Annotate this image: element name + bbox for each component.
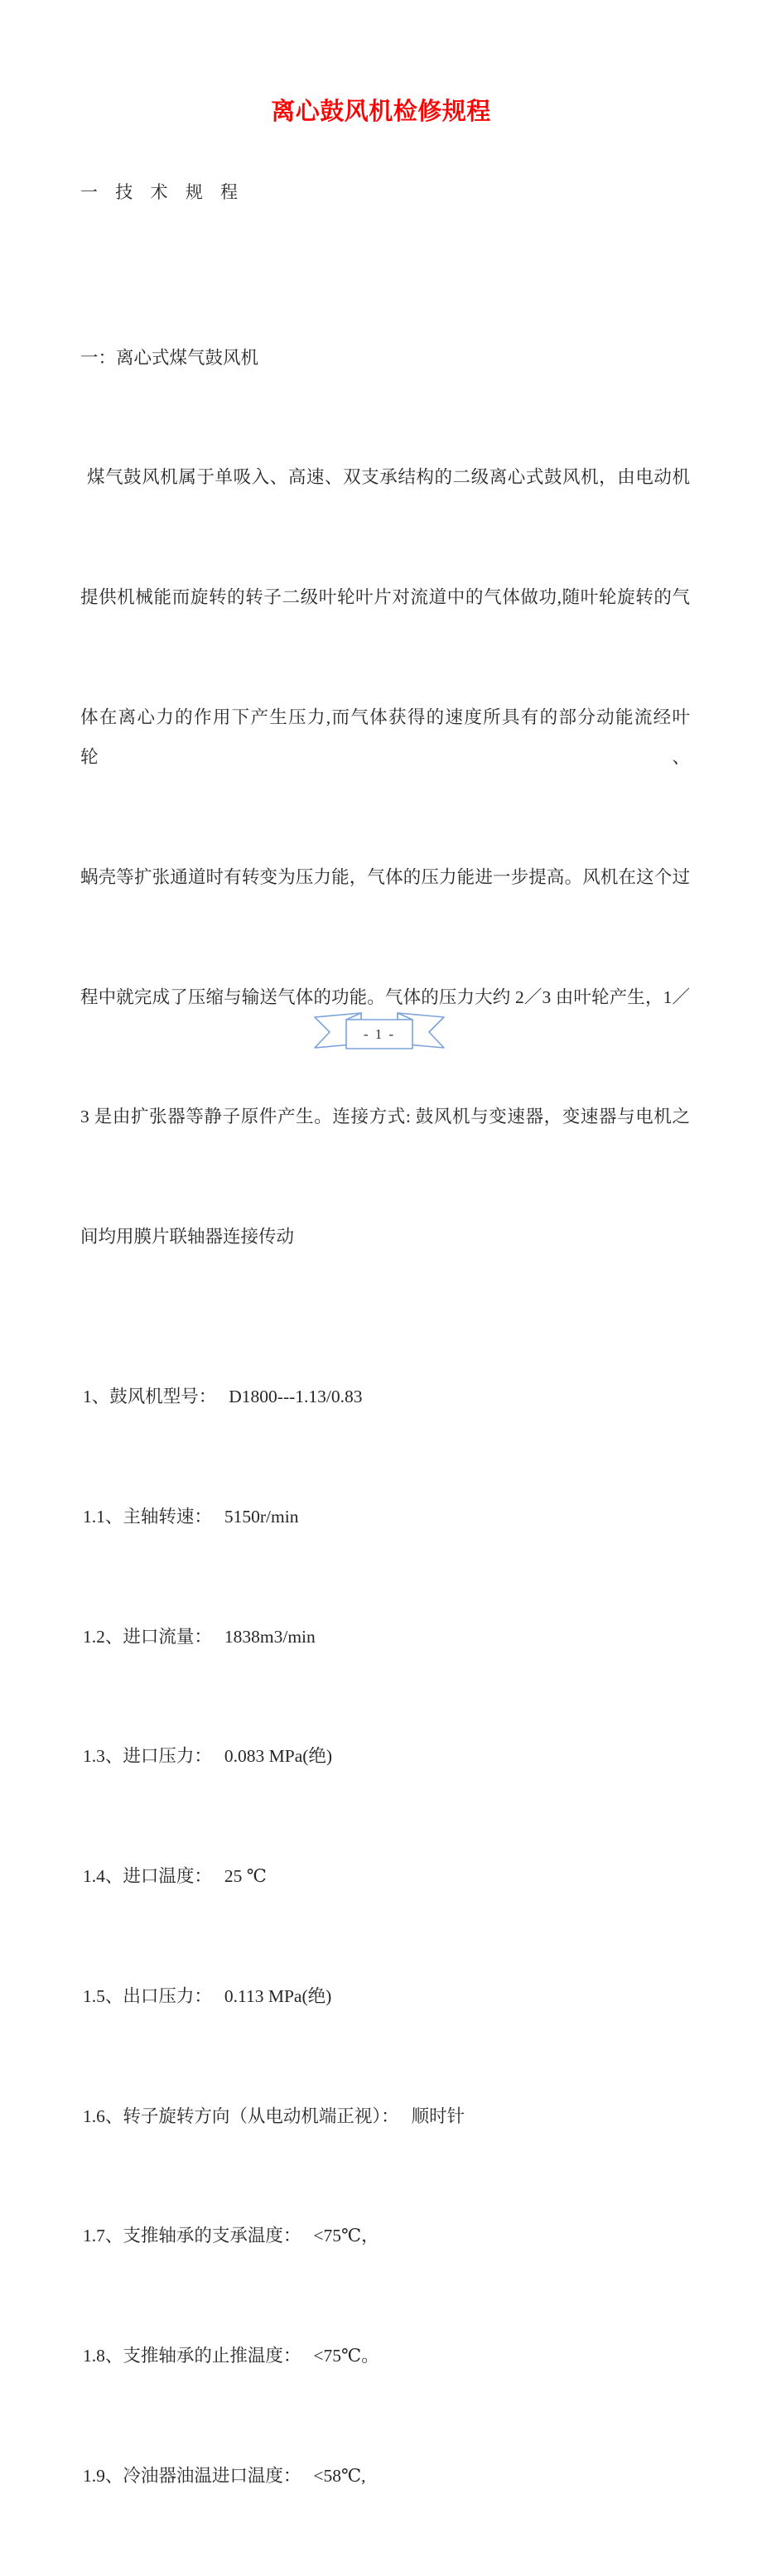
spec-item	[80, 1856, 690, 1896]
paragraph-line: 程中就完成了压缩与输送气体的功能。气体的压力大约 2／3 由叶轮产生，1／	[80, 987, 690, 1007]
spec-value: 1838m3/min	[224, 1626, 316, 1647]
spec-value: 5150r/min	[224, 1506, 299, 1527]
spec-item	[80, 1377, 690, 1416]
paragraph-line: 3 是由扩张器等静子原件产生。连接方式: 鼓风机与变速器，变速器与电机之	[80, 1107, 690, 1127]
spec-label: 1.1、主轴转速：	[83, 1506, 212, 1527]
spec-item	[80, 2456, 690, 2496]
section-heading-technical-regulation: 一 技 术 规 程	[80, 182, 244, 202]
spec-item	[80, 2216, 690, 2255]
spec-label: 1.3、进口压力：	[83, 1746, 212, 1767]
intro-heading: 一：离心式煤气鼓风机	[80, 347, 259, 368]
page-number: - 1 -	[363, 1026, 396, 1042]
spec-label: 1.6、转子旋转方向（从电动机端正视）：	[83, 2106, 399, 2126]
document-title: 离心鼓风机检修规程	[271, 99, 491, 125]
spec-label: 1.8、支推轴承的止推温度：	[83, 2346, 301, 2366]
paragraph-line: 间均用膜片联轴器连接传动	[80, 1227, 295, 1247]
document-body	[80, 258, 690, 2576]
spec-label: 1.9、冷油器油温进口温度：	[83, 2465, 301, 2486]
spec-item	[80, 2096, 690, 2136]
spec-item	[80, 2336, 690, 2376]
spec-item	[80, 1736, 690, 1776]
spec-value: 25 ℃	[224, 1866, 267, 1886]
spec-value: 顺时针	[411, 2106, 465, 2126]
spec-label: 1.5、出口压力：	[83, 1985, 212, 2006]
spec-value: 0.113 MPa(绝)	[224, 1985, 332, 2006]
paragraph-line: 提供机械能而旋转的转子二级叶轮叶片对流道中的气体做功,随叶轮旋转的气	[80, 587, 690, 607]
spec-value: D1800---1.13/0.83	[229, 1387, 363, 1406]
paragraph-line: 煤气鼓风机属于单吸入、高速、双支承结构的二级离心式鼓风机，由电动机	[87, 467, 690, 488]
spec-label: 1.4、进口温度：	[83, 1866, 212, 1886]
spec-label: 1、鼓风机型号：	[83, 1387, 217, 1406]
spec-item	[80, 1976, 690, 2016]
spec-label: 1.2、进口流量：	[83, 1626, 212, 1647]
spec-item	[80, 1497, 690, 1536]
spec-value: <75℃，	[313, 2226, 379, 2246]
spec-label: 1.7、支推轴承的支承温度：	[83, 2226, 301, 2246]
spec-value: <58℃,	[313, 2465, 366, 2486]
spec-value: 0.083 MPa(绝)	[224, 1746, 333, 1767]
paragraph-line: 体在离心力的作用下产生压力,而气体获得的速度所具有的部分动能流经叶轮、	[80, 707, 690, 767]
spec-value: <75℃。	[313, 2346, 379, 2366]
spec-item	[80, 1617, 690, 1657]
paragraph-line: 蜗壳等扩张通道时有转变为压力能，气体的压力能进一步提高。风机在这个过	[80, 866, 690, 887]
